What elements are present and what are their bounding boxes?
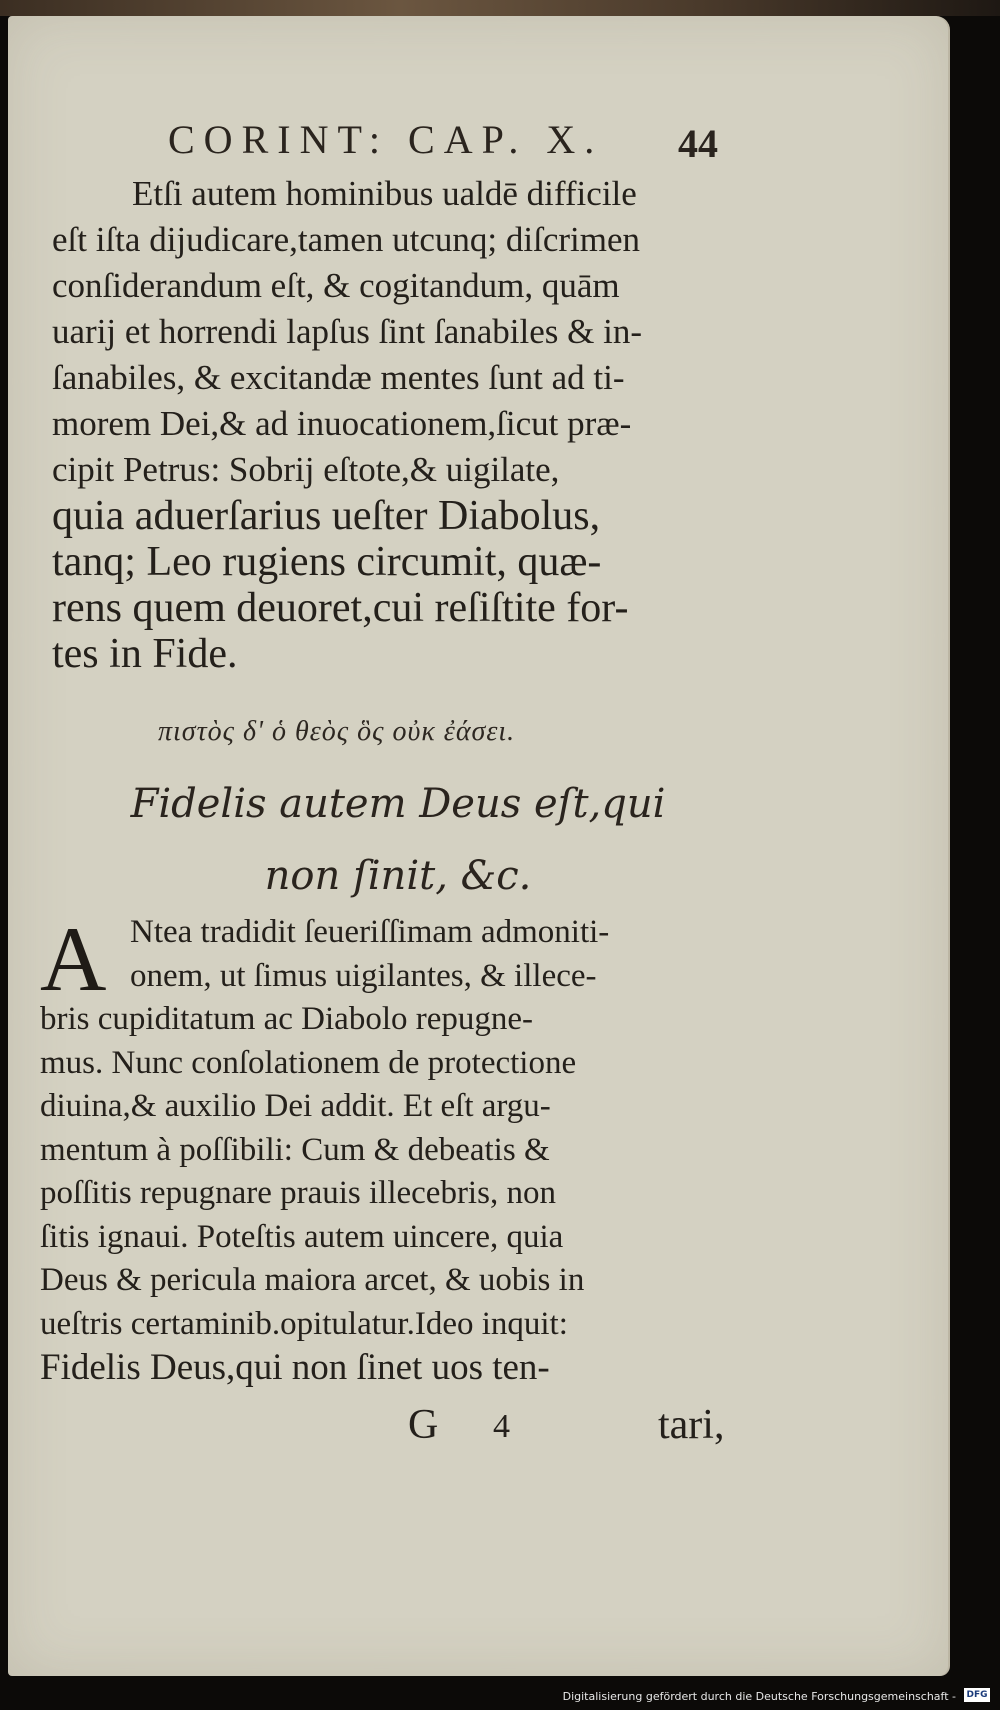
text-line: ſitis ignaui. Poteſtis autem uincere, quia bbox=[40, 1218, 564, 1255]
text-line: ueſtris certaminib.opitulatur.Ideo inquit: bbox=[40, 1305, 568, 1342]
text-line: bris cupiditatum ac Diabolo repugne- bbox=[40, 1001, 534, 1037]
text-line: Etſi autem hominibus ualdē difficile bbox=[132, 174, 637, 213]
text-line: poſſitis repugnare prauis illecebris, non bbox=[40, 1175, 556, 1211]
heading-line: Fidelis autem Deus eſt,qui bbox=[130, 781, 666, 827]
text-line: conſiderandum eſt, & cogitandum, quām bbox=[52, 266, 620, 305]
verse-heading bbox=[78, 768, 718, 912]
text-line: tanq; Leo rugiens circumit, quæ- bbox=[52, 539, 602, 585]
text-line: Deus & pericula maiora arcet, & uobis in bbox=[40, 1262, 585, 1298]
paragraph-1 bbox=[52, 171, 732, 677]
running-head: CORINT: CAP. X. bbox=[168, 117, 604, 162]
digitization-credit: Digitalisierung gefördert durch die Deutsche Forschungsgemeinschaft - bbox=[562, 1690, 956, 1703]
book-page bbox=[8, 16, 948, 1676]
text-line: Fidelis Deus,qui non ſinet uos ten- bbox=[40, 1347, 550, 1388]
text-line: morem Dei,& ad inuocationem,ſicut præ- bbox=[52, 404, 632, 443]
text-line: eſt iſta dijudicare,tamen utcunq; diſcrimen bbox=[52, 220, 640, 259]
text-line: mentum à poſſibili: Cum & debeatis & bbox=[40, 1131, 550, 1168]
greek-verse: πιστὸς δ' ὁ θεὸς ὃς οὐκ ἐάσει. bbox=[158, 716, 516, 747]
text-line: Ntea tradidit ſeueriſſimam admoniti- bbox=[130, 914, 610, 950]
text-line: tes in Fide. bbox=[52, 631, 238, 677]
signature-mark: G bbox=[408, 1402, 439, 1448]
text-line: mus. Nunc conſolationem de protectione bbox=[40, 1044, 577, 1081]
drop-cap: A bbox=[40, 908, 107, 1010]
text-line: uarij et horrendi lapſus ſint ſanabiles & in- bbox=[52, 312, 642, 351]
text-line: rens quem deuoret,cui reſiſtite for- bbox=[52, 585, 629, 631]
heading-line: non ſinit, &c. bbox=[264, 853, 532, 899]
text-line: quia aduerſarius ueſter Diabolus, bbox=[52, 493, 601, 539]
text-line: diuina,& auxilio Dei addit. Et eſt argu- bbox=[40, 1088, 551, 1124]
large-type-block bbox=[52, 493, 732, 677]
book-edge bbox=[0, 0, 1000, 16]
paragraph-2 bbox=[40, 908, 730, 1390]
text-line: ſanabiles, & excitandæ mentes ſunt ad ti- bbox=[52, 358, 625, 397]
dfg-logo-icon: DFG bbox=[964, 1688, 990, 1702]
text-line: onem, ut ſimus uigilantes, & illece- bbox=[130, 957, 597, 994]
catchword: tari, bbox=[658, 1402, 725, 1448]
page-number: 44 bbox=[678, 121, 718, 166]
signature-number: 4 bbox=[493, 1408, 510, 1445]
text-line: cipit Petrus: Sobrij eſtote,& uigilate, bbox=[52, 450, 560, 489]
